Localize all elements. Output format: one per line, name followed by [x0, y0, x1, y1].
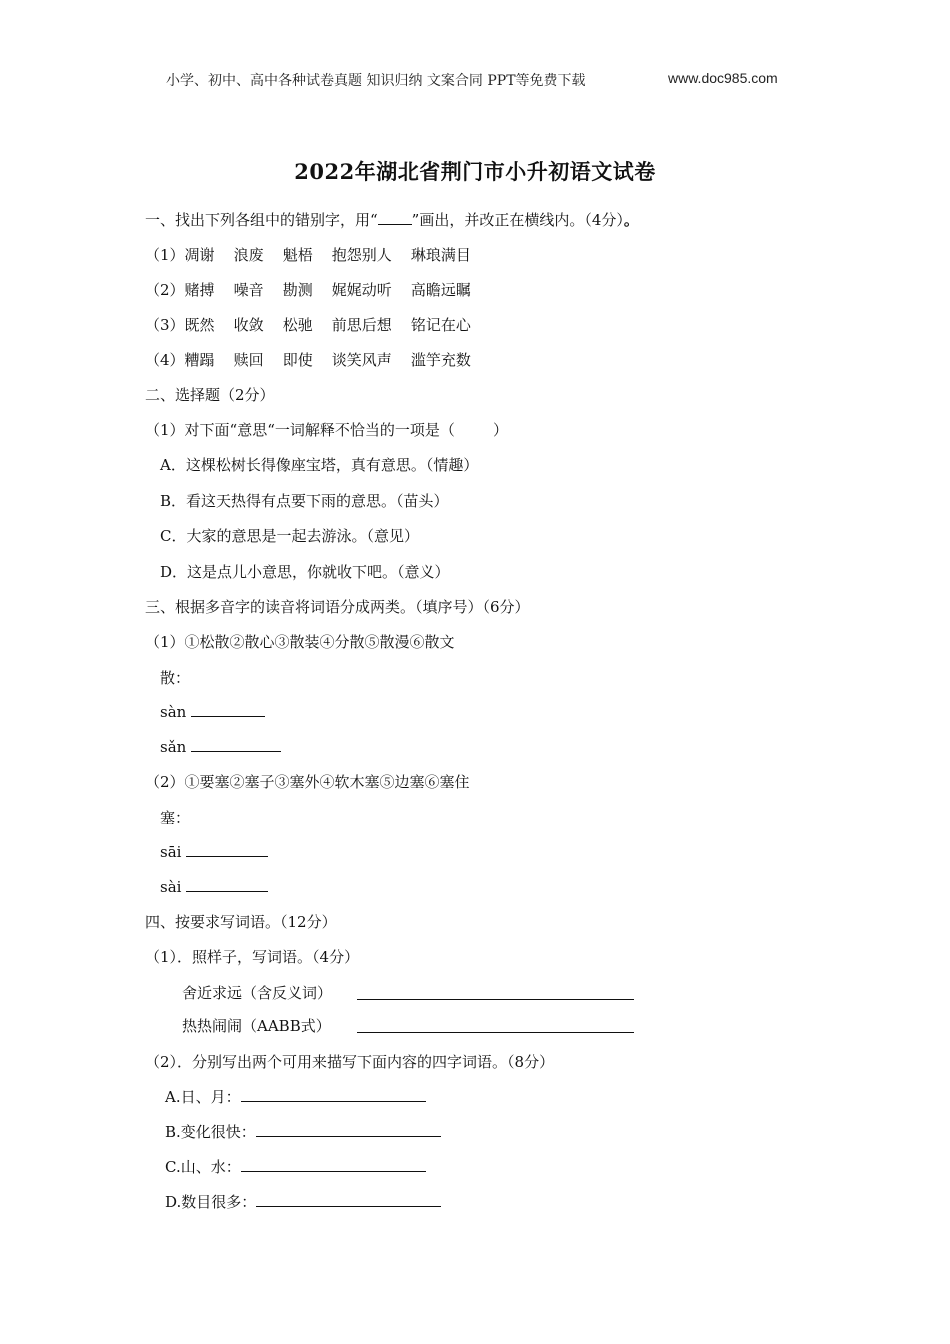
section-4-q1-b: 热热闹闹（AABB式）: [182, 1017, 331, 1035]
answer-blank[interactable]: [186, 842, 268, 857]
reading-san4: [160, 702, 265, 722]
reading-san3: [160, 737, 281, 757]
section-3-heading: 三、根据多音字的读音将词语分成两类。（填序号）（6分）: [145, 598, 530, 616]
section-1-row: （1）凋谢 浪废 魁梧 抱怨别人 琳琅满目: [145, 246, 471, 264]
answer-blank[interactable]: [186, 877, 268, 892]
reading-label: sài: [160, 878, 182, 896]
header-website: www.doc985.com: [668, 70, 778, 86]
item-label: D.数目很多：: [165, 1193, 257, 1211]
answer-blank[interactable]: [241, 1087, 426, 1102]
answer-blank[interactable]: [256, 1122, 441, 1137]
section-3-q1-char: 散：: [160, 669, 191, 687]
section-4-q2: （2）．分别写出两个可用来描写下面内容的四字词语。（8分）: [145, 1053, 555, 1071]
answer-blank[interactable]: [256, 1192, 441, 1207]
section-3-q2-char: 塞：: [160, 809, 191, 827]
reading-label: sǎn: [160, 738, 187, 756]
answer-blank[interactable]: [191, 737, 281, 752]
answer-blank[interactable]: [191, 702, 265, 717]
item-label: C.山、水：: [165, 1158, 241, 1176]
item-label: A.日、月：: [165, 1088, 241, 1106]
reading-sai1: [160, 842, 268, 862]
reading-label: sāi: [160, 843, 182, 861]
section-4-heading: 四、按要求写词语。（12分）: [145, 913, 337, 931]
option-c: C．大家的意思是一起去游泳。（意见）: [160, 527, 419, 545]
answer-blank[interactable]: [241, 1157, 426, 1172]
section-1-heading-c: 。: [623, 211, 639, 229]
section-4-q1: （1）．照样子，写词语。（4分）: [145, 948, 360, 966]
option-d: D．这是点儿小意思，你就收下吧。（意义）: [160, 563, 450, 581]
section-1-heading-b: ”画出，并改正在横线内。（4分）: [411, 211, 624, 229]
answer-blank[interactable]: [357, 1016, 634, 1033]
section-4-q1-a: 舍近求远（含反义词）: [182, 984, 333, 1002]
underline-sample: [378, 210, 412, 225]
section-1-heading: [145, 210, 639, 230]
option-b: B．看这天热得有点要下雨的意思。（苗头）: [160, 492, 449, 510]
section-2-heading: 二、选择题（2分）: [145, 386, 275, 404]
section-1-row: （4）糟蹋 赎回 即使 谈笑风声 滥竽充数: [145, 351, 471, 369]
header-slogan: 小学、初中、高中各种试卷真题 知识归纳 文案合同 PPT等免费下载: [166, 73, 586, 89]
section-1-row: （2）赌搏 噪音 勘测 娓娓动听 高瞻远瞩: [145, 281, 471, 299]
section-4-item-a: [165, 1087, 426, 1107]
section-3-q2: （2）①要塞②塞子③塞外④软木塞⑤边塞⑥塞住: [145, 773, 470, 791]
section-4-item-b: [165, 1122, 441, 1142]
page-title: 2022年湖北省荆门市小升初语文试卷: [294, 159, 656, 184]
section-3-q1: （1）①松散②散心③散装④分散⑤散漫⑥散文: [145, 633, 455, 651]
section-4-item-d: [165, 1192, 441, 1212]
section-1-row: （3）既然 收敛 松驰 前思后想 铭记在心: [145, 316, 471, 334]
reading-sai4: [160, 877, 268, 897]
item-label: B.变化很快：: [165, 1123, 256, 1141]
answer-blank[interactable]: [357, 983, 634, 1000]
section-1-heading-a: 一、找出下列各组中的错别字，用“: [145, 211, 378, 229]
reading-label: sàn: [160, 703, 187, 721]
option-a: A．这棵松树长得像座宝塔，真有意思。（情趣）: [160, 456, 479, 474]
section-2-question: （1）对下面“意思“一词解释不恰当的一项是（ ）: [145, 421, 509, 439]
section-4-item-c: [165, 1157, 426, 1177]
